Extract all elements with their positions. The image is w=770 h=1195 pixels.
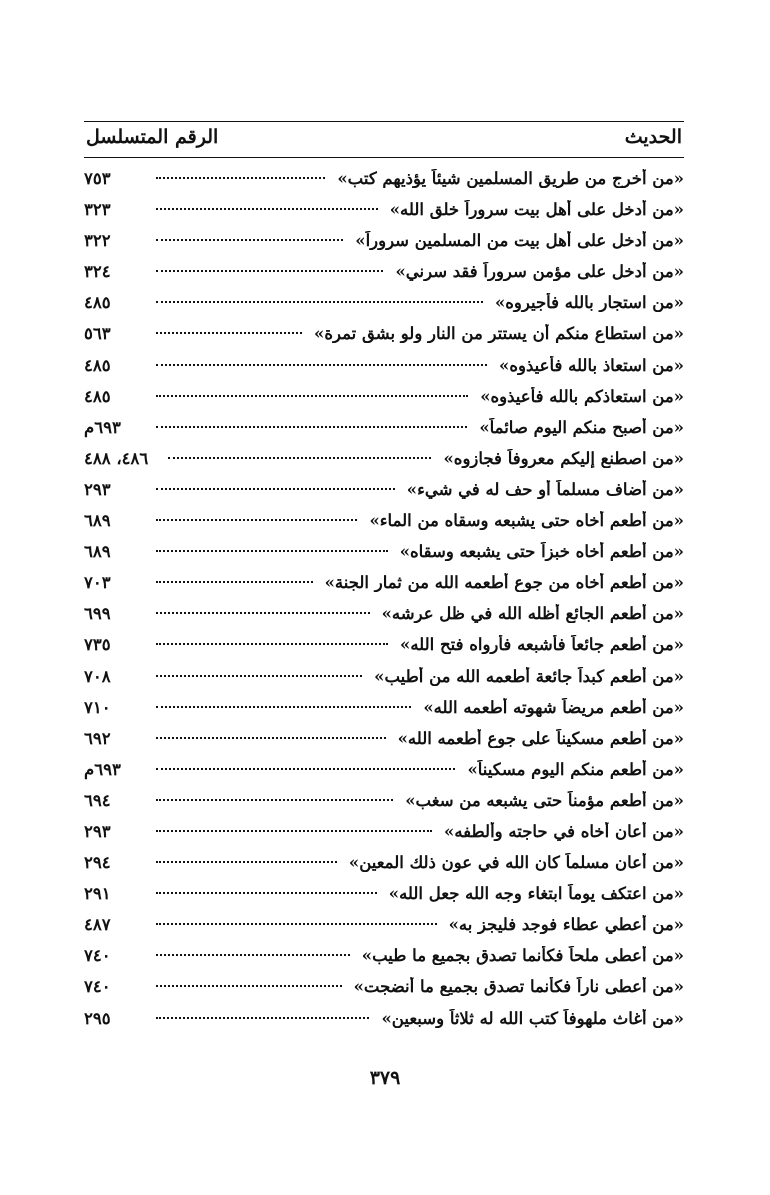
index-entry bbox=[84, 226, 684, 257]
hadith-text: «من اعتكف يوماً ابتغاء وجه الله جعل الله» bbox=[388, 884, 684, 904]
index-entry bbox=[84, 288, 684, 319]
serial-number: ٢٩١ bbox=[84, 884, 111, 904]
dot-leader bbox=[168, 457, 431, 459]
dot-leader bbox=[156, 612, 370, 614]
hadith-text: «من استطاع منكم أن يستتر من النار ولو بشق تمرة» bbox=[314, 324, 684, 344]
dot-leader bbox=[156, 301, 483, 303]
dot-leader bbox=[156, 892, 377, 894]
dot-leader bbox=[156, 395, 468, 397]
hadith-text: «من أدخل على أهل بيت من المسلمين سروراً» bbox=[355, 231, 684, 251]
dot-leader bbox=[156, 488, 395, 490]
hadith-text: «من أدخل على أهل بيت سروراً خلق الله» bbox=[389, 200, 684, 220]
index-entry bbox=[84, 164, 684, 195]
hadith-text: «من أطعم كبداً جائعة أطعمه الله من أطيب» bbox=[374, 666, 684, 686]
dot-leader bbox=[156, 426, 467, 428]
serial-number: ٤٨٥ bbox=[84, 386, 111, 406]
index-entry bbox=[84, 817, 684, 848]
dot-leader bbox=[156, 799, 393, 801]
index-entry bbox=[84, 195, 684, 226]
serial-number: ٧٤٠ bbox=[84, 946, 111, 966]
dot-leader bbox=[156, 643, 388, 645]
dot-leader bbox=[156, 706, 411, 708]
index-entry bbox=[84, 257, 684, 288]
serial-number: ٦٨٩ bbox=[84, 511, 111, 531]
serial-number: ٤٨٧ bbox=[84, 915, 111, 935]
serial-number: ٦٩٣م bbox=[84, 417, 121, 437]
index-entry bbox=[84, 506, 684, 537]
serial-number: ٦٩٤ bbox=[84, 790, 111, 810]
hadith-text: «من أطعم مريضاً شهوته أطعمه الله» bbox=[423, 697, 684, 717]
hadith-text: «من أطعم أخاه حتى يشبعه وسقاه من الماء» bbox=[369, 511, 684, 531]
hadith-text: «من أغاث ملهوفاً كتب الله له ثلاثاً وسبعين» bbox=[381, 1008, 684, 1028]
index-entry bbox=[84, 630, 684, 661]
serial-number: ٧٥٣ bbox=[84, 169, 111, 188]
hadith-text: «من أدخل على مؤمن سروراً فقد سرني» bbox=[395, 262, 684, 282]
hadith-text: «من استجار بالله فأجيروه» bbox=[494, 293, 684, 313]
serial-number: ٢٩٤ bbox=[84, 853, 111, 873]
index-entry bbox=[84, 319, 684, 350]
index-entry bbox=[84, 786, 684, 817]
index-entry bbox=[84, 413, 684, 444]
page-number: ٣٧٩ bbox=[369, 1067, 401, 1089]
index-entry bbox=[84, 662, 684, 693]
dot-leader bbox=[156, 550, 388, 552]
serial-number: ٤٨٥ bbox=[84, 355, 111, 375]
serial-number: ٦٩٩ bbox=[84, 604, 111, 624]
dot-leader bbox=[156, 923, 437, 925]
dot-leader bbox=[156, 985, 342, 987]
serial-number: ٣٢٤ bbox=[84, 262, 111, 282]
serial-number: ٢٩٣ bbox=[84, 479, 111, 499]
hadith-text: «من أضاف مسلماً أو حف له في شيء» bbox=[406, 479, 684, 499]
serial-number: ٤٨٦، ٤٨٨ bbox=[84, 448, 149, 468]
index-entry bbox=[84, 1004, 684, 1035]
dot-leader bbox=[156, 177, 325, 179]
index-entry bbox=[84, 475, 684, 506]
dot-leader bbox=[156, 861, 337, 863]
serial-number: ٦٨٩ bbox=[84, 542, 111, 562]
serial-number: ٢٩٥ bbox=[84, 1008, 111, 1028]
hadith-text: «من أعان مسلماً كان الله في عون ذلك المعين» bbox=[348, 853, 684, 873]
table-header bbox=[84, 124, 684, 156]
serial-number: ٣٢٣ bbox=[84, 200, 111, 220]
index-entry bbox=[84, 599, 684, 630]
dot-leader bbox=[156, 239, 343, 241]
serial-number: ٧٣٥ bbox=[84, 635, 111, 655]
dot-leader bbox=[156, 1017, 369, 1019]
index-entry bbox=[84, 724, 684, 755]
serial-number: ٢٩٣ bbox=[84, 821, 111, 841]
dot-leader bbox=[156, 675, 362, 677]
dot-leader bbox=[156, 208, 378, 210]
index-entry bbox=[84, 444, 684, 475]
dot-leader bbox=[156, 270, 383, 272]
hadith-text: «من استعاذكم بالله فأعيذوه» bbox=[480, 386, 684, 406]
index-entry bbox=[84, 910, 684, 941]
hadith-text: «من أعان أخاه في حاجته وألطفه» bbox=[444, 821, 684, 841]
hadith-text: «من أطعم الجائع أظله الله في ظل عرشه» bbox=[381, 604, 684, 624]
index-entry bbox=[84, 693, 684, 724]
dot-leader bbox=[156, 768, 455, 770]
dot-leader bbox=[156, 737, 386, 739]
hadith-text: «من أطعم منكم اليوم مسكيناً» bbox=[467, 759, 684, 779]
top-rule bbox=[84, 121, 684, 122]
serial-number: ٣٢٢ bbox=[84, 231, 111, 251]
index-entry bbox=[84, 755, 684, 786]
hadith-text: «من اصطنع إليكم معروفاً فجازوه» bbox=[443, 448, 684, 468]
index-entry bbox=[84, 382, 684, 413]
header-rule bbox=[84, 157, 684, 158]
dot-leader bbox=[156, 581, 313, 583]
hadith-text: «من أطعم مسكيناً على جوع أطعمه الله» bbox=[397, 728, 684, 748]
index-entry bbox=[84, 848, 684, 879]
serial-number: ٦٩٣م bbox=[84, 759, 121, 779]
dot-leader bbox=[156, 364, 487, 366]
index-entry bbox=[84, 537, 684, 568]
hadith-column-header: الحديث bbox=[624, 126, 682, 148]
index-entry bbox=[84, 879, 684, 910]
hadith-index-list bbox=[84, 164, 684, 1035]
index-entry bbox=[84, 941, 684, 972]
hadith-text: «من أخرج من طريق المسلمين شيئاً يؤذيهم كتب» bbox=[337, 169, 684, 188]
serial-number: ٦٩٢ bbox=[84, 728, 111, 748]
hadith-text: «من أطعم أخاه خبزاً حتى يشبعه وسقاه» bbox=[399, 542, 684, 562]
hadith-text: «من أعطي عطاء فوجد فليجز به» bbox=[448, 915, 684, 935]
dot-leader bbox=[156, 332, 302, 334]
index-entry bbox=[84, 351, 684, 382]
serial-number-column-header: الرقم المتسلسل bbox=[86, 126, 219, 148]
dot-leader bbox=[156, 830, 432, 832]
dot-leader bbox=[156, 519, 357, 521]
hadith-text: «من أصبح منكم اليوم صائماً» bbox=[479, 417, 684, 437]
serial-number: ٤٨٥ bbox=[84, 293, 111, 313]
serial-number: ٧١٠ bbox=[84, 697, 111, 717]
hadith-text: «من أطعم مؤمناً حتى يشبعه من سغب» bbox=[405, 790, 684, 810]
dot-leader bbox=[156, 954, 350, 956]
hadith-text: «من أطعم أخاه من جوع أطعمه الله من ثمار الجنة» bbox=[324, 573, 684, 593]
hadith-text: «من استعاذ بالله فأعيذوه» bbox=[499, 355, 684, 375]
index-entry bbox=[84, 568, 684, 599]
serial-number: ٧٤٠ bbox=[84, 977, 111, 997]
serial-number: ٧٠٣ bbox=[84, 573, 111, 593]
serial-number: ٥٦٣ bbox=[84, 324, 111, 344]
index-entry bbox=[84, 972, 684, 1003]
hadith-text: «من أعطى ناراً فكأنما تصدق بجميع ما أنضجت» bbox=[353, 977, 684, 997]
hadith-text: «من أطعم جائعاً فأشبعه فأرواه فتح الله» bbox=[400, 635, 684, 655]
hadith-text: «من أعطى ملحاً فكأنما تصدق بجميع ما طيب» bbox=[361, 946, 684, 966]
serial-number: ٧٠٨ bbox=[84, 666, 111, 686]
